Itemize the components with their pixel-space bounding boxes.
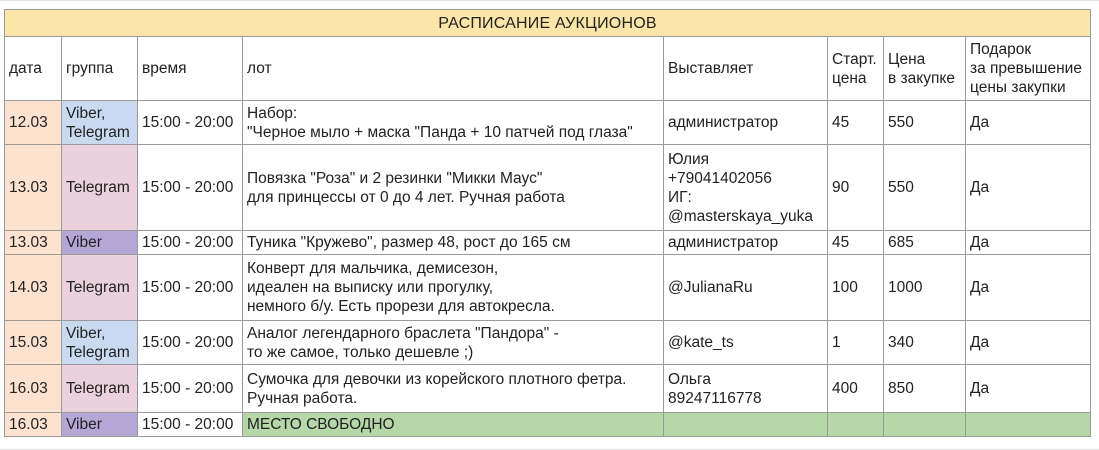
start-price-cell[interactable]: 1 xyxy=(828,321,884,365)
gift-cell[interactable] xyxy=(966,413,1091,437)
group-label: Telegram xyxy=(66,343,130,361)
seller-cell[interactable] xyxy=(664,145,828,231)
gift-cell[interactable]: Да xyxy=(966,231,1091,255)
purchase-price-cell[interactable] xyxy=(884,413,966,437)
seller-cell[interactable] xyxy=(664,231,828,255)
purchase-price-cell[interactable]: 1000 xyxy=(884,255,966,321)
gift-cell[interactable]: Да xyxy=(966,321,1091,365)
header-start-price-line: Старт. xyxy=(832,50,877,68)
group-label: Viber xyxy=(66,234,102,251)
table-row xyxy=(5,231,1091,255)
header-gift-line: Подарок xyxy=(970,41,1032,58)
lot-cell[interactable] xyxy=(243,231,664,255)
group-cell[interactable] xyxy=(62,101,138,145)
table-row xyxy=(5,413,1091,437)
header-row xyxy=(5,37,1091,101)
start-price-cell[interactable] xyxy=(828,413,884,437)
lot-line: Сумочка для девочки из корейского плотного фетра. xyxy=(247,370,627,388)
lot-line: Аналог легендарного браслета "Пандора" - xyxy=(247,324,559,342)
gift-cell[interactable]: Да xyxy=(966,145,1091,231)
seller-line: Юлия xyxy=(668,150,710,168)
gift-cell[interactable]: Да xyxy=(966,101,1091,145)
group-label: Telegram xyxy=(66,380,130,397)
seller-cell[interactable] xyxy=(664,365,828,413)
seller-cell[interactable] xyxy=(664,255,828,321)
purchase-price-cell[interactable]: 850 xyxy=(884,365,966,413)
lot-line: Конверт для мальчика, демисезон, xyxy=(247,260,499,277)
lot-line: идеален на выписку или прогулку, xyxy=(247,279,494,296)
header-gift-line: цены закупки xyxy=(970,79,1066,96)
header-start-price[interactable] xyxy=(828,37,884,101)
seller-line: администратор xyxy=(668,234,779,251)
start-price-cell[interactable]: 45 xyxy=(828,101,884,145)
lot-line: Повязка "Роза" и 2 резинки "Микки Маус" xyxy=(247,169,543,187)
group-cell[interactable] xyxy=(62,145,138,231)
start-price-cell[interactable]: 100 xyxy=(828,255,884,321)
header-group[interactable]: группа xyxy=(62,37,138,101)
group-cell[interactable] xyxy=(62,231,138,255)
time-cell[interactable]: 15:00 - 20:00 xyxy=(138,145,243,231)
seller-cell[interactable] xyxy=(664,101,828,145)
header-time[interactable]: время xyxy=(138,37,243,101)
group-cell[interactable] xyxy=(62,413,138,437)
seller-line: @JulianaRu xyxy=(668,279,753,296)
start-price-cell[interactable]: 45 xyxy=(828,231,884,255)
seller-line: +79041402056 xyxy=(668,169,772,187)
date-cell[interactable]: 14.03 xyxy=(5,255,62,321)
lot-line: "Черное мыло + маска "Панда + 10 патчей под глаза" xyxy=(247,123,633,141)
header-purchase-price-line: Цена xyxy=(888,50,926,68)
seller-cell[interactable] xyxy=(664,321,828,365)
group-label: Telegram xyxy=(66,179,130,196)
lot-line: немного б/у. Есть прорези для автокресла. xyxy=(247,298,555,315)
seller-line: администратор xyxy=(668,114,779,131)
date-cell[interactable]: 16.03 xyxy=(5,413,62,437)
title-row xyxy=(5,10,1091,37)
header-date[interactable]: дата xyxy=(5,37,62,101)
group-label: Telegram xyxy=(66,279,130,296)
sheet-gridline xyxy=(0,0,1099,1)
start-price-cell[interactable]: 400 xyxy=(828,365,884,413)
header-lot[interactable]: лот xyxy=(243,37,664,101)
header-gift[interactable] xyxy=(966,37,1091,101)
lot-cell[interactable] xyxy=(243,321,664,365)
lot-cell[interactable] xyxy=(243,145,664,231)
lot-line: то же самое, только дешевле ;) xyxy=(247,343,474,361)
header-gift-line: за превышение xyxy=(970,60,1082,77)
gift-cell[interactable]: Да xyxy=(966,365,1091,413)
lot-cell[interactable] xyxy=(243,255,664,321)
date-cell[interactable]: 16.03 xyxy=(5,365,62,413)
header-seller[interactable]: Выставляет xyxy=(664,37,828,101)
purchase-price-cell[interactable]: 550 xyxy=(884,101,966,145)
time-cell[interactable]: 15:00 - 20:00 xyxy=(138,255,243,321)
time-cell[interactable]: 15:00 - 20:00 xyxy=(138,101,243,145)
seller-line: 89247116778 xyxy=(668,389,762,407)
table-row xyxy=(5,101,1091,145)
table-row xyxy=(5,145,1091,231)
group-label: Viber xyxy=(66,416,102,433)
purchase-price-cell[interactable]: 340 xyxy=(884,321,966,365)
table-row xyxy=(5,255,1091,321)
seller-line: @masterskaya_yuka xyxy=(668,207,813,225)
date-cell[interactable]: 13.03 xyxy=(5,231,62,255)
table-title[interactable]: РАСПИСАНИЕ АУКЦИОНОВ xyxy=(5,10,1091,37)
time-cell[interactable]: 15:00 - 20:00 xyxy=(138,413,243,437)
purchase-price-cell[interactable]: 550 xyxy=(884,145,966,231)
lot-cell[interactable] xyxy=(243,413,664,437)
gift-cell[interactable]: Да xyxy=(966,255,1091,321)
seller-line: Ольга xyxy=(668,370,711,388)
time-cell[interactable]: 15:00 - 20:00 xyxy=(138,365,243,413)
group-cell[interactable] xyxy=(62,365,138,413)
lot-line: для принцессы от 0 до 4 лет. Ручная работа xyxy=(247,188,565,206)
header-purchase-price[interactable] xyxy=(884,37,966,101)
seller-cell[interactable] xyxy=(664,413,828,437)
header-purchase-price-line: в закупке xyxy=(888,69,955,87)
group-cell[interactable] xyxy=(62,321,138,365)
seller-line: @kate_ts xyxy=(668,334,734,351)
purchase-price-cell[interactable]: 685 xyxy=(884,231,966,255)
date-cell[interactable]: 13.03 xyxy=(5,145,62,231)
table-row xyxy=(5,365,1091,413)
lot-line: Туника "Кружево", размер 48, рост до 165 см xyxy=(247,234,571,251)
lot-line: Набор: xyxy=(247,104,298,122)
lot-line: Ручная работа. xyxy=(247,389,358,407)
group-label: Viber, xyxy=(66,104,106,122)
date-cell[interactable]: 12.03 xyxy=(5,101,62,145)
group-label: Telegram xyxy=(66,123,130,141)
lot-cell[interactable] xyxy=(243,365,664,413)
start-price-cell[interactable]: 90 xyxy=(828,145,884,231)
time-cell[interactable]: 15:00 - 20:00 xyxy=(138,321,243,365)
time-cell[interactable]: 15:00 - 20:00 xyxy=(138,231,243,255)
group-cell[interactable] xyxy=(62,255,138,321)
header-start-price-line: цена xyxy=(832,69,867,87)
lot-line: МЕСТО СВОБОДНО xyxy=(247,416,395,433)
date-cell[interactable]: 15.03 xyxy=(5,321,62,365)
table-row xyxy=(5,321,1091,365)
seller-line: ИГ: xyxy=(668,188,692,206)
lot-cell[interactable] xyxy=(243,101,664,145)
auction-schedule-table xyxy=(4,9,1091,437)
group-label: Viber, xyxy=(66,324,106,342)
